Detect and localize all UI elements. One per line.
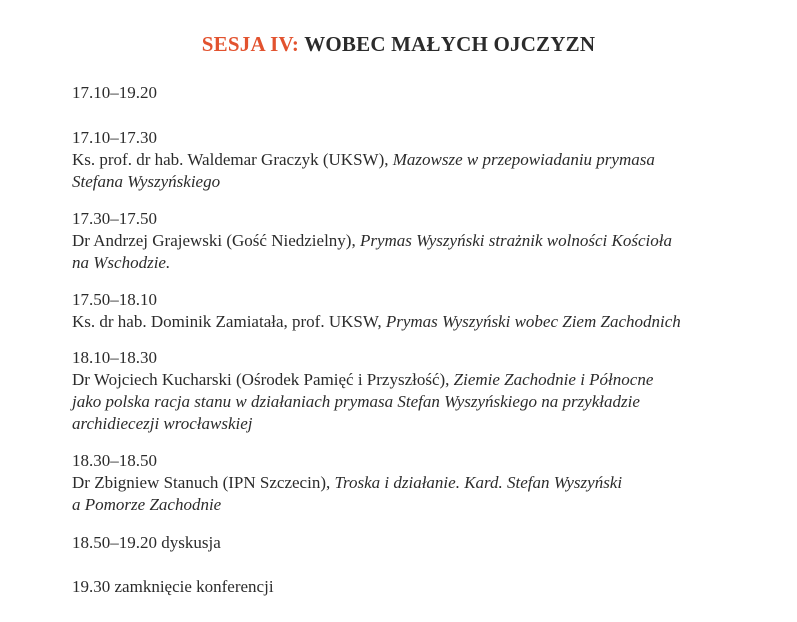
talk-time: 17.50–18.10	[72, 290, 157, 309]
talk-speaker-line	[72, 369, 653, 391]
talk-time: 17.30–17.50	[72, 209, 157, 228]
session-time-range: 17.10–19.20	[72, 83, 157, 102]
talk-title: Mazowsze w przepowiadaniu prymasa	[392, 150, 655, 169]
talk-title: Ziemie Zachodnie i Północne	[453, 370, 654, 389]
talk-title-continued: na Wschodzie.	[72, 253, 171, 272]
talk-title-continued: archidiecezji wrocławskiej	[72, 414, 253, 433]
talk-speaker: Dr Andrzej Grajewski (Gość Niedzielny),	[72, 231, 360, 250]
talk-title-continued: a Pomorze Zachodnie	[72, 495, 222, 514]
talk-speaker-line	[72, 311, 681, 333]
talk-title-continued: jako polska racja stanu w działaniach prymasa Stefan Wyszyńskiego na przykładzie	[72, 392, 640, 411]
talk-speaker: Ks. prof. dr hab. Waldemar Graczyk (UKSW),	[72, 150, 393, 169]
talk-item	[72, 347, 653, 435]
talk-speaker: Dr Wojciech Kucharski (Ośrodek Pamięć i Przyszłość),	[72, 370, 454, 389]
talk-time: 18.10–18.30	[72, 348, 157, 367]
talk-speaker: Ks. dr hab. Dominik Zamiatała, prof. UKSW,	[72, 312, 386, 331]
talk-speaker-line	[72, 149, 655, 171]
talk-speaker: Dr Zbigniew Stanuch (IPN Szczecin),	[72, 473, 335, 492]
talk-speaker-line	[72, 472, 622, 494]
session-label: SESJA IV:	[201, 32, 300, 56]
talk-title-continued: Stefana Wyszyńskiego	[72, 172, 221, 191]
session-heading	[0, 32, 797, 57]
talk-item	[72, 450, 622, 516]
talk-title: Prymas Wyszyński strażnik wolności Kościoła	[359, 231, 672, 250]
session-name: WOBEC MAŁYCH OJCZYZN	[304, 32, 596, 56]
talk-title: Troska i działanie. Kard. Stefan Wyszyński	[334, 473, 623, 492]
discussion-item: 18.50–19.20 dyskusja	[72, 533, 221, 552]
talk-title: Prymas Wyszyński wobec Ziem Zachodnich	[385, 312, 681, 331]
talk-speaker-line	[72, 230, 672, 252]
talk-time: 18.30–18.50	[72, 451, 157, 470]
talk-item	[72, 208, 672, 274]
talk-item	[72, 289, 681, 333]
closing-item: 19.30 zamknięcie konferencji	[72, 577, 274, 596]
talk-item	[72, 127, 655, 193]
talk-time: 17.10–17.30	[72, 128, 157, 147]
